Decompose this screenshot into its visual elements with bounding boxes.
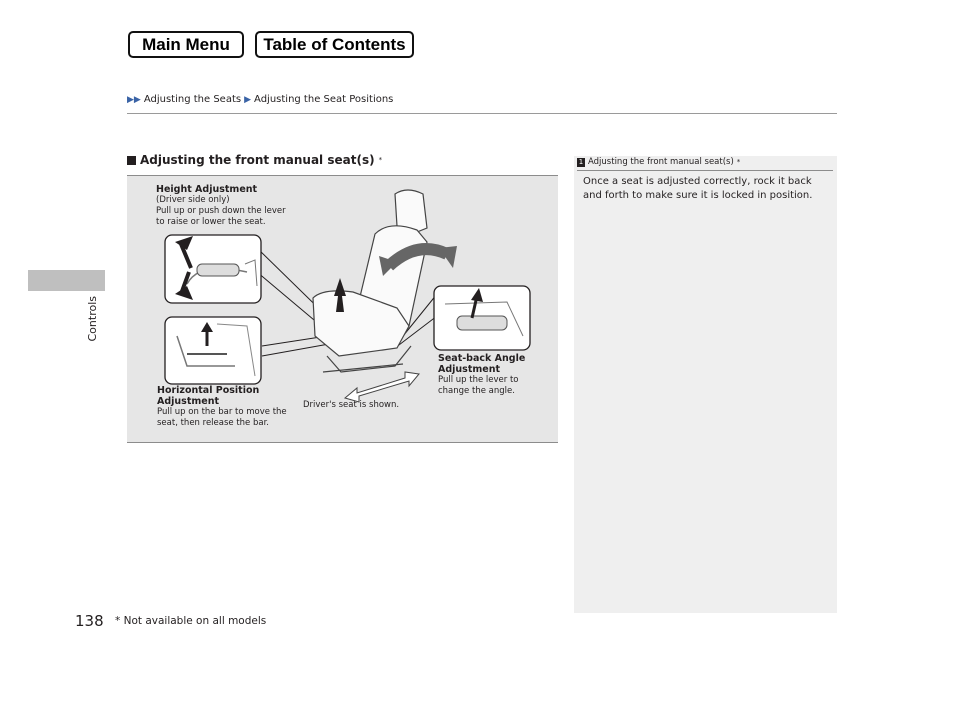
page-number: 138: [75, 612, 104, 630]
section-tab: [28, 270, 105, 291]
footnote: * Not available on all models: [115, 615, 267, 627]
horizontal-position-title: Horizontal Position Adjustment: [157, 385, 260, 407]
breadcrumb-arrow-icon: ▶▶: [127, 94, 141, 105]
note-body: Once a seat is adjusted correctly, rock it back and forth to make sure it is locked in position.: [583, 176, 813, 201]
height-adjustment-callout: [156, 184, 296, 228]
note-number-badge: 1: [578, 158, 584, 166]
height-adjustment-desc: Pull up or push down the lever to raise or lower the seat.: [156, 206, 286, 227]
section-label: Controls: [86, 296, 99, 342]
table-of-contents-button[interactable]: Table of Contents: [255, 31, 414, 58]
note-heading-text: Adjusting the front manual seat(s): [588, 157, 734, 167]
horizontal-bar-inset: [165, 317, 261, 384]
seatback-lever-inset: [434, 286, 530, 350]
note-panel: [574, 156, 837, 613]
seatback-angle-callout: [438, 353, 534, 397]
figure-caption: Driver's seat is shown.: [303, 400, 400, 410]
breadcrumb-item-seat-positions: Adjusting the Seat Positions: [254, 94, 394, 105]
section-heading-text: Adjusting the front manual seat(s): [140, 153, 375, 167]
seat-adjustment-figure: [127, 175, 558, 443]
horizontal-position-callout: [157, 385, 291, 429]
height-lever-inset: [165, 235, 261, 303]
breadcrumb-arrow-icon: ▶: [244, 94, 252, 105]
seat-drawing: [313, 190, 427, 372]
note-heading: [577, 157, 740, 167]
asterisk-mark: *: [378, 156, 383, 164]
main-menu-button[interactable]: Main Menu: [128, 31, 244, 58]
horizontal-position-desc: Pull up on the bar to move the seat, then release the bar.: [157, 407, 287, 428]
square-bullet-icon: [127, 156, 136, 165]
slide-arrow: [345, 372, 419, 402]
seatback-angle-desc: Pull up the lever to change the angle.: [438, 375, 519, 396]
note-divider: [577, 170, 833, 171]
breadcrumb-item-seats[interactable]: Adjusting the Seats: [143, 94, 242, 105]
seatback-angle-title: Seat-back Angle Adjustment: [438, 353, 526, 375]
height-adjustment-title: Height Adjustment: [156, 184, 258, 195]
header-divider: [127, 113, 837, 114]
note-asterisk-mark: *: [736, 158, 741, 166]
height-adjustment-sub: (Driver side only): [156, 195, 230, 205]
section-heading: [127, 153, 382, 167]
breadcrumb: [127, 94, 393, 105]
